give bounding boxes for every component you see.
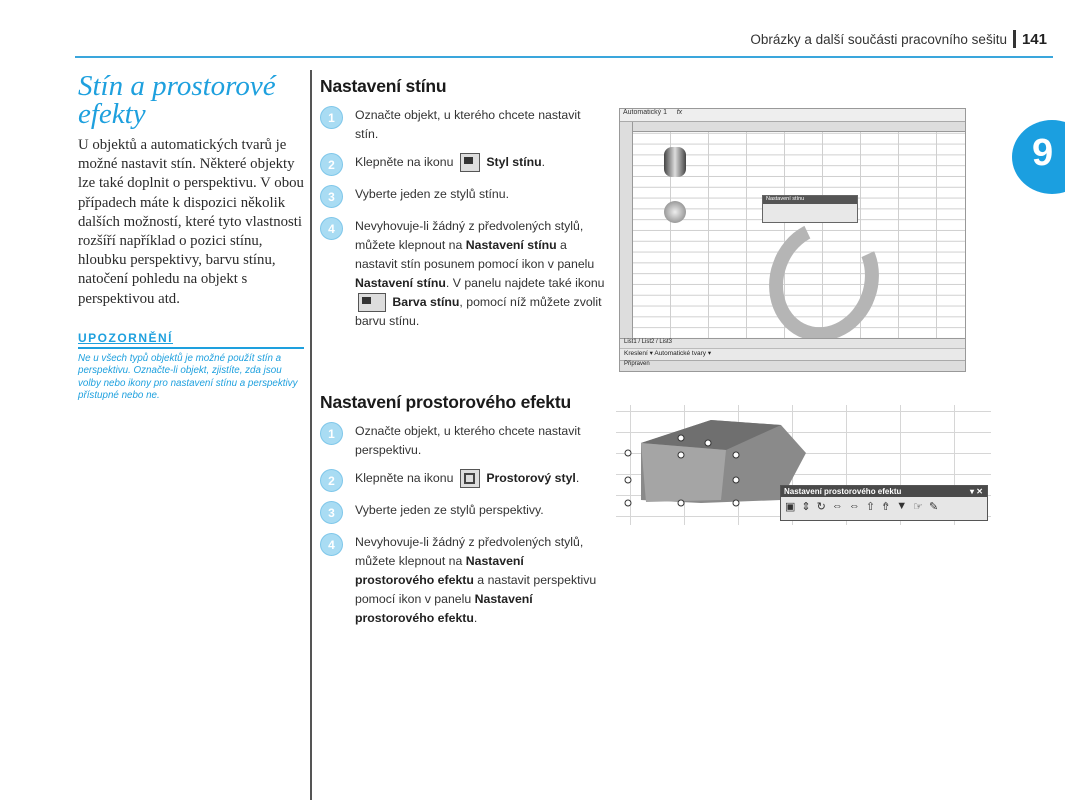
sheet-tabs: List1 / List2 / List3: [620, 338, 965, 348]
3d-settings-toolbar: [780, 485, 988, 521]
step-text: Nevyhovuje-li žádný z předvolených stylů, můžete klepnout na Nastavení stínu a nastavit stín posunem pomocí ikon v panelu Nastavení stínu. V panelu najdete také ikonu Barva stínu, pomocí níž můžete zvolit barvu stínu.: [355, 219, 605, 329]
section-shadow: [320, 76, 605, 331]
formula-bar: [620, 109, 965, 122]
toolbar-caption: [781, 486, 987, 497]
step-number: 4: [320, 217, 343, 240]
warning-text: Ne u všech typů objektů je možné použít stín a perspektivu. Označte-li objekt, zjistíte, zda jsou volby nebo ikony pro nastavení stínu a perspektivy přístupné nebo ne.: [78, 352, 298, 402]
column-headers: [620, 122, 965, 132]
name-box: Automatický 1: [623, 109, 667, 116]
shadow-style-icon: [460, 153, 480, 172]
step-number: 3: [320, 501, 343, 524]
step-number: 1: [320, 106, 343, 129]
toolbar-title: Nastavení prostorového efektu: [784, 487, 902, 496]
step-number: 2: [320, 153, 343, 176]
step-text: Klepněte na ikonu Prostorový styl.: [355, 469, 579, 492]
cylinder-shape: [664, 147, 686, 177]
step: [320, 533, 605, 628]
page-number: 141: [1021, 30, 1047, 48]
excel-screenshot: [619, 108, 966, 372]
running-header: [750, 30, 1047, 48]
warning-title: UPOZORNĚNÍ: [78, 331, 304, 349]
status-bar: Připraven: [620, 360, 965, 371]
fx-icon: fx: [676, 109, 683, 116]
sidebar-intro: U objektů a automatických tvarů je možné nastavit stín. Některé objekty lze také doplnit o perspektivu. V obou případech máte k dispozici několik dalších možností, které tyto vlastnosti rozšíří například o pozici stínu, hloubku perspektivy, barvu stínu, natočení pohledu na objekt s perspektivou atd.: [78, 137, 304, 307]
step-text: Nevyhovuje-li žádný z předvolených stylů, můžete klepnout na Nastavení prostorového efektu a nastavit perspektivu pomocí ikon v panelu Nastavení prostorového efektu.: [355, 535, 597, 625]
lighting-icon: ▼: [896, 500, 908, 512]
step: [320, 422, 605, 460]
drawing-toolbar: Kreslení ▾ Automatické tvary ▾: [620, 348, 965, 361]
warning-box: [78, 331, 304, 403]
step-text: Vyberte jeden ze stylů perspektivy.: [355, 503, 544, 517]
step-text: Vyberte jeden ze stylů stínu.: [355, 187, 510, 201]
section-heading: Nastavení stínu: [320, 76, 447, 96]
depth-icon: ⇧: [865, 501, 876, 513]
close-icon: ▾ ✕: [970, 487, 983, 496]
section-3d: [320, 392, 605, 628]
direction-icon: ⇮: [881, 501, 891, 513]
step-text: Označte objekt, u kterého chcete nastavit stín.: [355, 108, 581, 141]
step: [320, 106, 605, 144]
sidebar-title: Stín a prostorové efekty: [78, 70, 276, 130]
3d-screenshot: [616, 405, 991, 525]
step: [320, 469, 605, 492]
step: [320, 153, 605, 176]
row-headers: [620, 122, 633, 338]
step-text: Klepněte na ikonu Styl stínu.: [355, 153, 545, 176]
tilt-up-icon: ↻: [816, 501, 826, 513]
sidebar: [78, 72, 304, 403]
surface-icon: ☞: [913, 501, 924, 513]
header-divider: [1013, 30, 1016, 48]
header-rule: [75, 56, 1053, 58]
tilt-right-icon: ⇔: [848, 500, 860, 512]
step: [320, 501, 605, 524]
toolbar-icons: [781, 497, 987, 516]
step-number: 2: [320, 469, 343, 492]
chapter-number: 9: [1032, 132, 1054, 174]
step-number: 4: [320, 533, 343, 556]
shadow-toolbar: [762, 195, 858, 223]
chapter-tab: [1012, 120, 1065, 194]
column-divider: [310, 70, 312, 800]
3d-toggle-icon: ▣: [785, 501, 796, 513]
step-number: 3: [320, 185, 343, 208]
shadow-color-icon: [358, 293, 386, 312]
section-heading: Nastavení prostorového efektu: [320, 392, 571, 412]
step-number: 1: [320, 422, 343, 445]
step: [320, 185, 605, 208]
3d-style-icon: [460, 469, 480, 488]
tilt-down-icon: ⇕: [801, 501, 811, 513]
3d-color-icon: ✎: [929, 501, 939, 513]
step: [320, 217, 605, 331]
disc-shape: [664, 201, 686, 223]
step-text: Označte objekt, u kterého chcete nastavit perspektivu.: [355, 424, 581, 457]
toolbar-title: Nastavení stínu: [763, 196, 857, 204]
tilt-left-icon: ⇔: [831, 500, 843, 512]
chapter-title: Obrázky a další součásti pracovního sešitu: [750, 31, 1007, 47]
